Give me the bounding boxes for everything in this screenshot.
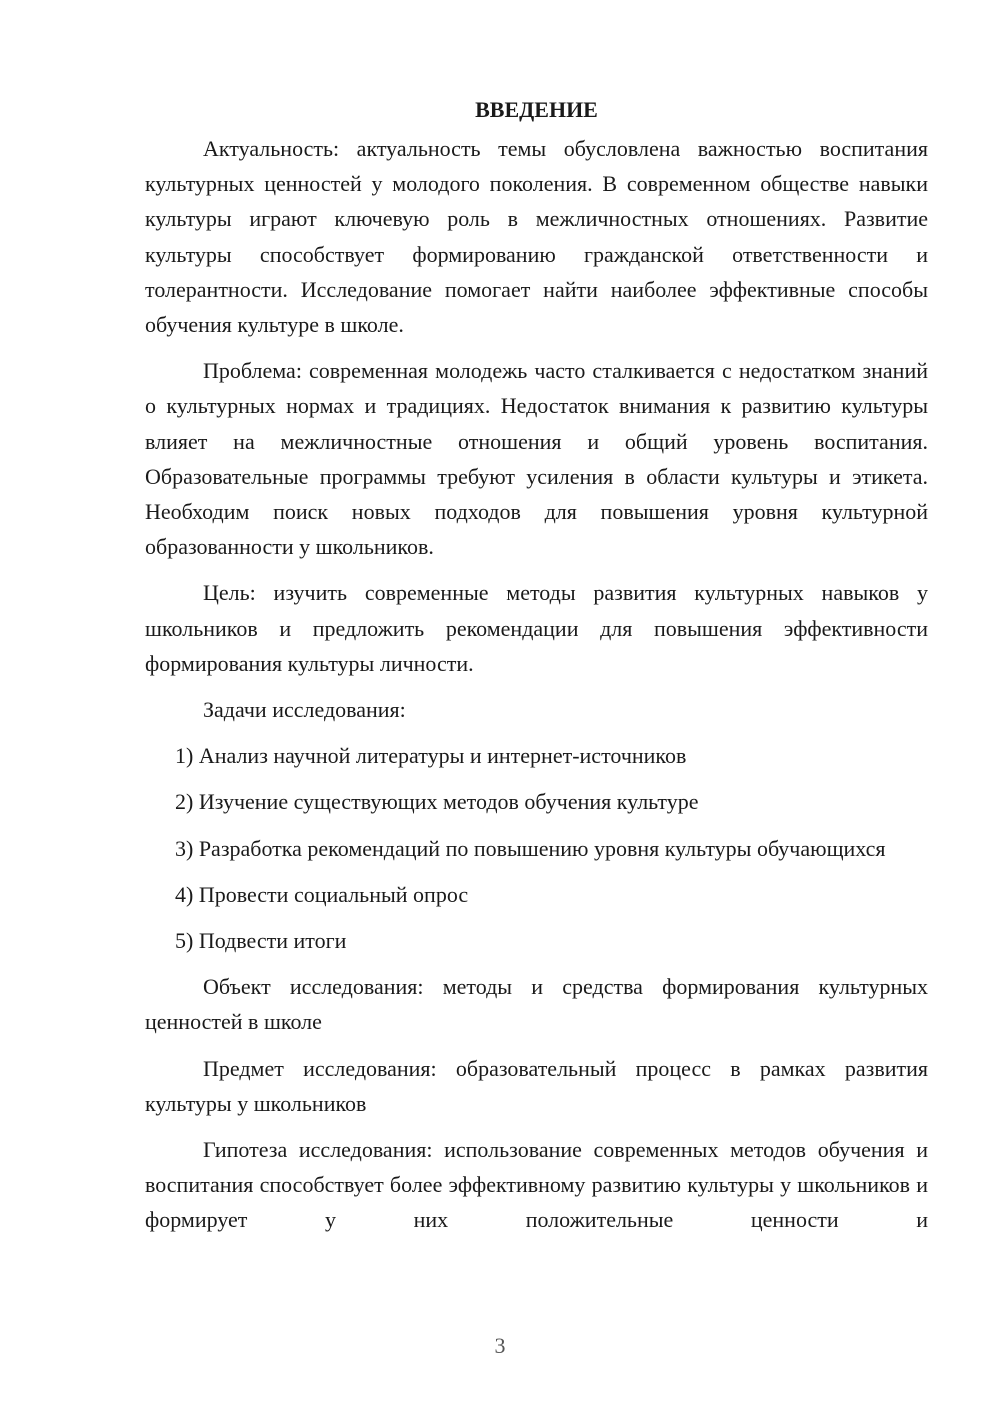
task-item-1: 1) Анализ научной литературы и интернет-источников (175, 743, 687, 769)
page-number: 3 (494, 1333, 506, 1358)
paragraph-relevance: Актуальность: актуальность темы обусловлена важностью воспитания культурных ценностей у молодого поколения. В современном обществе навыки культуры играют ключевую роль в межличностных отношениях. Развитие культуры способствует формированию гражданской ответственности и толерантности. Исследование помогает найти наиболее эффективные способы обучения культуре в школе. (145, 136, 928, 338)
paragraph-subject: Предмет исследования: образовательный процесс в рамках развития культуры у школьников (145, 1055, 928, 1116)
page-title: ВВЕДЕНИЕ (475, 97, 598, 122)
paragraph-goal: Цель: изучить современные методы развития культурных навыков у школьников и предложить рекомендации для повышения эффективности формирования культуры личности. (145, 580, 928, 676)
document-page (145, 92, 928, 1249)
paragraph-problem: Проблема: современная молодежь часто сталкивается с недостатком знаний о культурных нормах и традициях. Недостаток внимания к развитию культуры влияет на межличностные отношения и общий уровень воспитания. Образовательные программы требуют усиления в области культуры и этикета. Необходим поиск новых подходов для повышения уровня культурной образованности у школьников. (145, 358, 928, 560)
task-item-3: 3) Разработка рекомендаций по повышению уровня культуры обучающихся (175, 835, 886, 861)
paragraph-hypothesis: Гипотеза исследования: использование современных методов обучения и воспитания способствует более эффективному развитию культуры у школьников и формирует у них положительные ценности и (145, 1137, 928, 1233)
task-item-5: 5) Подвести итоги (175, 928, 347, 954)
task-item-4: 4) Провести социальный опрос (175, 881, 469, 907)
task-item-2: 2) Изучение существующих методов обучения культуре (175, 789, 699, 815)
paragraph-object: Объект исследования: методы и средства формирования культурных ценностей в школе (145, 974, 928, 1035)
tasks-heading: Задачи исследования: (203, 697, 406, 723)
